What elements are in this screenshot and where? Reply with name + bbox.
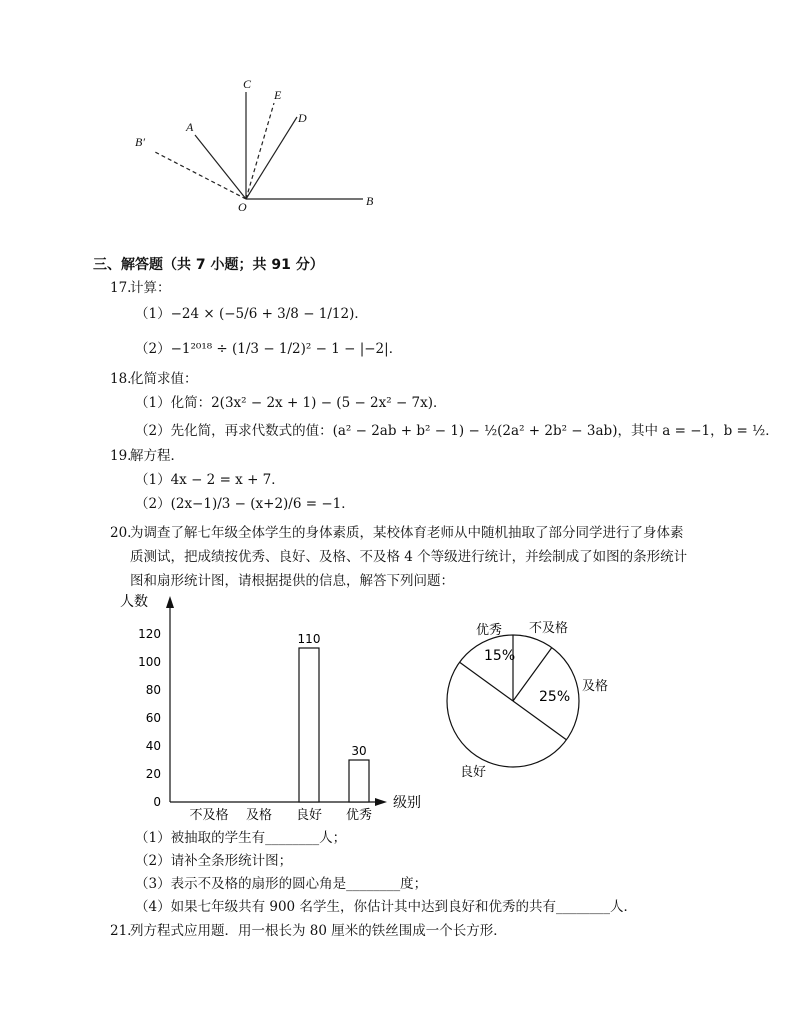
ray-ob-prime (155, 152, 246, 199)
y-axis-label: 人数 (120, 594, 148, 610)
label-c: C (243, 77, 252, 91)
q20-line2: 质测试，把成绩按优秀、良好、及格、不及格 4 个等级进行统计，并绘制成了如图的条形统计 (130, 549, 688, 565)
bar-data-label: 110 (297, 632, 321, 646)
q17-part2: （2）−1²⁰¹⁸ ÷ (1/3 − 1/2)² − 1 − |−2|． (135, 341, 403, 357)
ray-od (246, 117, 297, 199)
q17-title: 计算： (130, 280, 171, 296)
q19-number: 19. (110, 448, 132, 464)
label-o: O (238, 200, 247, 214)
y-tick-label: 40 (145, 739, 161, 753)
pie-percent-pass: 25% (539, 689, 571, 705)
x-axis-label: 级别 (393, 795, 421, 811)
pie-percent-excellent: 15% (484, 648, 516, 664)
label-a: A (186, 120, 194, 134)
y-tick-label: 60 (145, 711, 161, 725)
q18-title: 化简求值： (130, 371, 198, 387)
y-tick-label: 0 (153, 795, 161, 809)
q21-number: 21. (110, 923, 132, 939)
y-tick-label: 120 (138, 627, 161, 641)
y-axis-arrow (166, 596, 174, 608)
q19-part1: （1）4x − 2 = x + 7． (135, 472, 285, 488)
pie-label-excellent: 优秀 (476, 623, 503, 638)
q20-sub3: （3）表示不及格的扇形的圆心角是________度； (135, 876, 428, 892)
q21-text: 列方程式应用题．用一根长为 80 厘米的铁丝围成一个长方形． (130, 923, 507, 939)
pie-chart (440, 612, 615, 782)
q18-part1: （1）化简：2(3x² − 2x + 1) − (5 − 2x² − 7x)． (135, 395, 447, 411)
y-tick-label: 20 (145, 767, 161, 781)
ray-oa (195, 135, 246, 199)
q18-number: 18. (110, 371, 132, 387)
q17-part1: （1）−24 × (−5/6 + 3/8 − 1/12)． (135, 306, 368, 322)
y-tick-label: 100 (138, 655, 161, 669)
q19-title: 解方程． (130, 448, 184, 464)
pie-label-pass: 及格 (582, 679, 609, 694)
q20-number: 20. (110, 525, 132, 541)
bar-chart (115, 590, 430, 830)
q18-part2: （2）先化简，再求代数式的值：(a² − 2ab + b² − 1) − ½(2a² + 2b² − 3ab)，其中 a = −1，b = ½． (135, 423, 779, 439)
x-tick-label: 优秀 (345, 808, 373, 823)
ray-oe (246, 103, 274, 199)
label-b: B (366, 194, 374, 208)
angle-figure (120, 70, 390, 220)
x-tick-label: 不及格 (189, 808, 229, 823)
bar (299, 648, 319, 802)
q19-part2: （2）(2x−1)/3 − (x+2)/6 = −1． (135, 496, 355, 512)
label-d: D (298, 111, 307, 125)
y-tick-label: 80 (145, 683, 161, 697)
q20-sub1: （1）被抽取的学生有________人； (135, 830, 347, 846)
q20-line1: 为调查了解七年级全体学生的身体素质，某校体育老师从中随机抽取了部分同学进行了身体素 (130, 525, 684, 541)
label-b-prime: B′ (135, 135, 145, 149)
bar (349, 760, 369, 802)
x-axis-arrow (375, 798, 387, 806)
q20-line3: 图和扇形统计图，请根据提供的信息，解答下列问题： (130, 573, 454, 589)
section-title: 三、解答题（共 7 小题；共 91 分） (93, 257, 324, 273)
bar-data-label: 30 (351, 744, 367, 758)
q20-sub2: （2）请补全条形统计图； (135, 853, 293, 869)
q17-number: 17. (110, 280, 132, 296)
x-tick-label: 及格 (245, 808, 273, 823)
q20-sub4: （4）如果七年级共有 900 名学生，你估计其中达到良好和优秀的共有________人． (135, 899, 637, 915)
pie-label-good: 良好 (460, 765, 487, 780)
pie-label-fail: 不及格 (529, 621, 569, 636)
x-tick-label: 良好 (295, 808, 323, 823)
label-e: E (274, 88, 282, 102)
